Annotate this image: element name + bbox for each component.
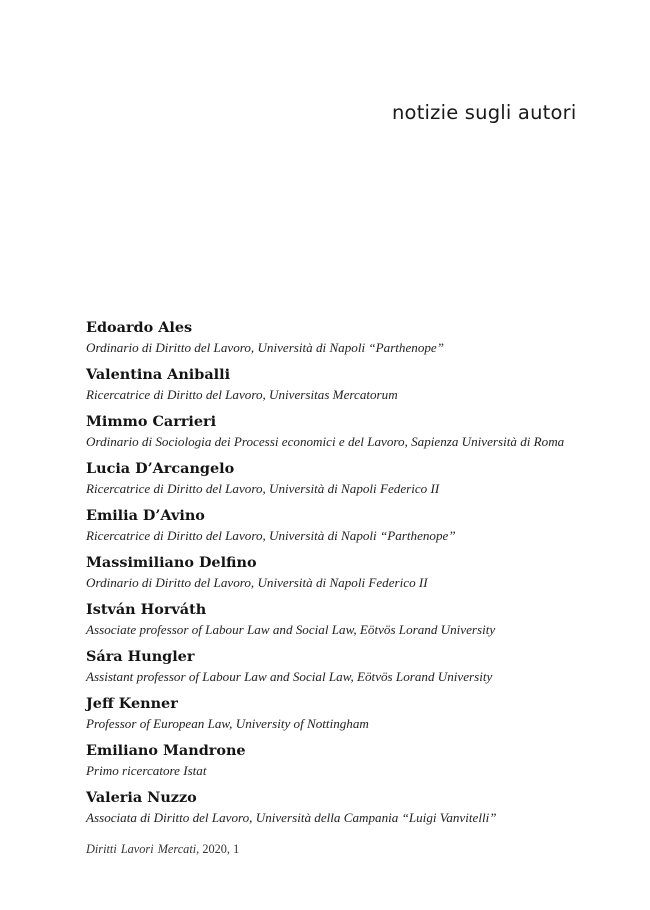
author-affiliation: Associata di Diritto del Lavoro, Università della Campania “Luigi Vanvitelli” [86,810,497,825]
author-entry [86,741,606,788]
author-name: Jeff Kenner [86,695,178,712]
author-name: Mimmo Carrieri [86,413,217,430]
author-entry [86,553,606,600]
author-entry [86,788,606,835]
author-affiliation: Associate professor of Labour Law and Social Law, Eötvös Lorand University [86,622,496,637]
author-name: Lucia D’Arcangelo [86,460,235,477]
author-entry [86,600,606,647]
author-name: Massimiliano Delfino [86,554,257,571]
author-name: Edoardo Ales [86,319,193,336]
author-name: Emiliano Mandrone [86,742,246,759]
author-affiliation: Ordinario di Diritto del Lavoro, Università di Napoli Federico II [86,575,428,590]
author-entry [86,506,606,553]
author-name: Sára Hungler [86,648,195,665]
author-name: Emilia D’Avino [86,507,205,524]
footer-issue: , 2020, 1 [196,842,240,856]
author-name: Valentina Aniballi [86,366,231,383]
author-affiliation: Ordinario di Diritto del Lavoro, Università di Napoli “Parthenope” [86,340,445,355]
author-affiliation: Ordinario di Sociologia dei Processi economici e del Lavoro, Sapienza Università di Roma [86,434,565,449]
author-name: Valeria Nuzzo [86,789,197,806]
author-entry [86,459,606,506]
author-entry [86,365,606,412]
author-affiliation: Assistant professor of Labour Law and Social Law, Eötvös Lorand University [86,669,493,684]
author-affiliation: Ricercatrice di Diritto del Lavoro, Università di Napoli “Parthenope” [86,528,456,543]
author-affiliation: Primo ricercatore Istat [86,763,207,778]
author-entry [86,412,606,459]
footer-journal-title: Diritti Lavori Mercati [86,842,197,856]
author-affiliation: Professor of European Law, University of Nottingham [86,716,369,731]
author-entry [86,318,606,365]
author-name: István Horváth [86,601,207,618]
author-list [86,318,606,835]
running-footer [86,842,239,857]
author-affiliation: Ricercatrice di Diritto del Lavoro, Università di Napoli Federico II [86,481,440,496]
section-title: notizie sugli autori [392,101,577,124]
author-entry [86,694,606,741]
author-entry [86,647,606,694]
author-affiliation: Ricercatrice di Diritto del Lavoro, Universitas Mercatorum [86,387,398,402]
